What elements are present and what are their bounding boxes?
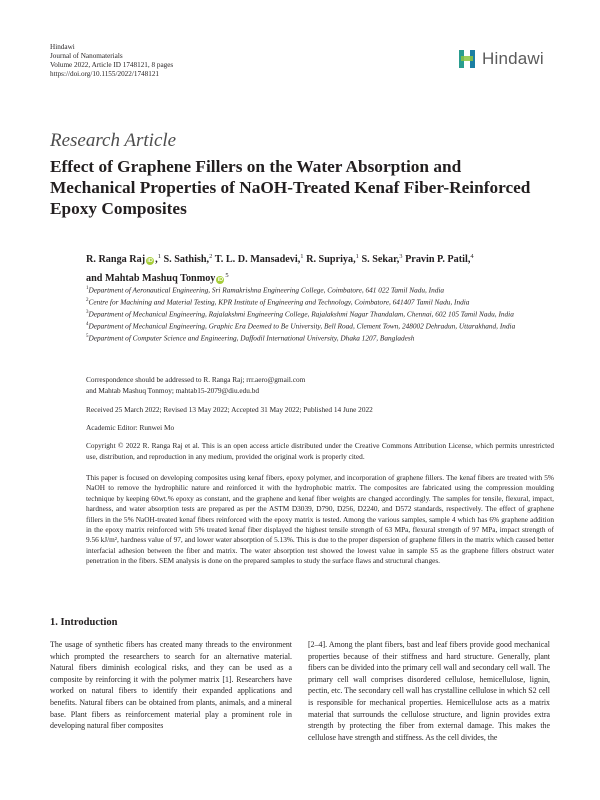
publication-dates: Received 25 March 2022; Revised 13 May 2022; Accepted 31 May 2022; Published 14 June 2022 [86, 405, 373, 414]
affiliations [86, 284, 556, 344]
affiliation-item: $^3$Department of Mechanical Engineering, Rajalakshmi Engineering College, Rajalakshmi Nagar Thandalam, Chennai, 602 105 Tamil Nadu, India [86, 309, 514, 319]
author-name[interactable]: Pravin P. Patil [405, 254, 468, 265]
correspondence-line: and Mahtab Mashuq Tonmoy; mahtab15-2079@diu.edu.bd [86, 385, 260, 395]
author-affil-sup: 1 [157, 253, 161, 260]
orcid-icon[interactable]: iD [217, 277, 224, 283]
correspondence [86, 375, 556, 396]
author-affil-sup: 1 [300, 253, 304, 260]
author-name[interactable]: S. Sathish [163, 254, 207, 265]
affiliation-item: $^5$Department of Computer Science and Engineering, Daffodil International University, Dhaka 1207, Bangladesh [86, 333, 415, 343]
journal-header [50, 43, 173, 79]
author-name[interactable]: R. Ranga Raj [86, 254, 146, 265]
author-affil-sup: 4 [470, 253, 474, 260]
abstract: This paper is focused on developing composites using kenaf fibers, epoxy polymer, and incorporation of graphene fillers. The kenaf fibers are treated with 5% NaOH to remove the hydrophilic nature and reinforced it with the hydrophobic matrix. The composites are fabricated using the compression moulding technique by keeping 60wt.% epoxy as constant, and the graphene and kenaf fiber weights are changed accordingly. The samples for tensile, flexural, impact, hardness, and water absorption tests are prepared as per the ASTM D3039, D790, D256, D2240, and D572 standards, respectively. The effect of graphene fillers in the 5% NaOH-treated kenaf fibers reinforced with the epoxy matrix is tested. Among the various samples, sample 4 which has 6% graphene addition in the epoxy matrix reinforced with 5% treated kenaf fiber displayed the highest tensile strength of 63 MPa, flexural strength of 97 MPa, impact strength of 9.56 kJ/m², hardness value of 97, and lower water absorption of 5.13%. This is due to the proper dispersion of graphene fillers in the matrix which caused better interfacial adhesion between the fiber and matrix. The water absorption test showed the lowest value in sample S5 as the graphene fillers obstruct water penetration in the fibers. SEM analysis is done on the prepared samples to study the surface flaws and structural changes. [86, 473, 554, 566]
author-affil-sup: 3 [399, 253, 403, 260]
body-column-left: The usage of synthetic fibers has created many threads to the environment which prompted the researchers to search for an alternative material. Natural fibers diminish ecological risks, and they can be used as a composite by reinforcing it with the polymer matrix [1]. Researchers have worked on natural fibers to identify their expanded applications and benefits. Natural fibers can be obtained from plants, animals, and a mineral base. Plant fibers as reinforcement material play a prominent role in developing natural fiber composites [50, 640, 292, 731]
author-list: R. Ranga Raj iD ,$^1$ S. Sathish,$^2$ T. L. D. Mansadevi,$^1$ R. Supriya,$^1$ S. Sekar,$^3$ Pravin P. Patil,$^4$ and Mahtab Mashuq Tonmoy $iD^5$ [86, 253, 474, 284]
academic-editor: Academic Editor: Runwei Mo [86, 423, 175, 432]
journal-name: Journal of Nanomaterials [50, 52, 123, 60]
author-affil-sup: 2 [209, 253, 213, 260]
author-name[interactable]: R. Supriya [306, 254, 354, 265]
volume-line: Volume 2022, Article ID 1748121, 8 pages [50, 61, 174, 69]
hindawi-logo-icon [455, 47, 479, 71]
author-name[interactable]: T. L. D. Mansadevi [214, 254, 298, 265]
publisher-name: Hindawi [50, 43, 75, 51]
doi-link[interactable]: https://doi.org/10.1155/2022/1748121 [50, 70, 160, 78]
body-column-right: [2–4]. Among the plant fibers, bast and leaf fibers provide good mechanical properties because of their stiffness and hard structure. Generally, plant fibers can be divided into the primary cell wall and secondary cell wall. The primary cell wall comprises disordered cellulose, hemicellulose, lignin, pectin, etc. The secondary cell wall has crystalline cellulose in which S2 cell is responsible for mechanical properties. Hemicellulose acts as a matrix material that surrounds the cellulose structure, and lignin provides extra strength by protecting the fiber from external damage. This makes the cellulose have strength and stiffness. As the cell divides, the [308, 640, 550, 742]
author-affil-sup: 5 [225, 272, 229, 279]
affiliation-item: $^2$Centre for Machining and Material Testing, KPR Institute of Engineering and Technology, Coimbatore, 641407 Tamil Nadu, India [86, 297, 470, 307]
author-name[interactable]: S. Sekar [361, 254, 397, 265]
article-title: Effect of Graphene Fillers on the Water Absorption and Mechanical Properties of NaOH-Treated Kenaf Fiber-Reinforced Epoxy Composites [50, 157, 531, 218]
article-type: Research Article [50, 130, 177, 151]
correspondence-line: Correspondence should be addressed to R. Ranga Raj; rrr.aero@gmail.com [86, 375, 306, 384]
orcid-icon[interactable]: iD [147, 258, 153, 264]
logo-wordmark: Hindawi [482, 49, 544, 68]
affiliation-item: $^1$Department of Aeronautical Engineering, Sri Ramakrishna Engineering College, Coimbatore, 641 022 Tamil Nadu, India [86, 285, 445, 295]
author-name[interactable]: Mahtab Mashuq Tonmoy [104, 273, 216, 284]
section-heading: 1. Introduction [50, 617, 118, 628]
author-affil-sup: 1 [355, 253, 359, 260]
hindawi-logo [455, 47, 544, 71]
copyright-notice: Copyright © 2022 R. Ranga Raj et al. This is an open access article distributed under the Creative Commons Attribution License, which permits unrestricted use, distribution, and reproduction in any medium, provided the original work is properly cited. [86, 441, 554, 461]
affiliation-item: $^4$Department of Mechanical Engineering, Graphic Era Deemed to Be University, Bell Road, Clement Town, 248002 Dehradun, Uttarakhand, India [86, 321, 516, 331]
